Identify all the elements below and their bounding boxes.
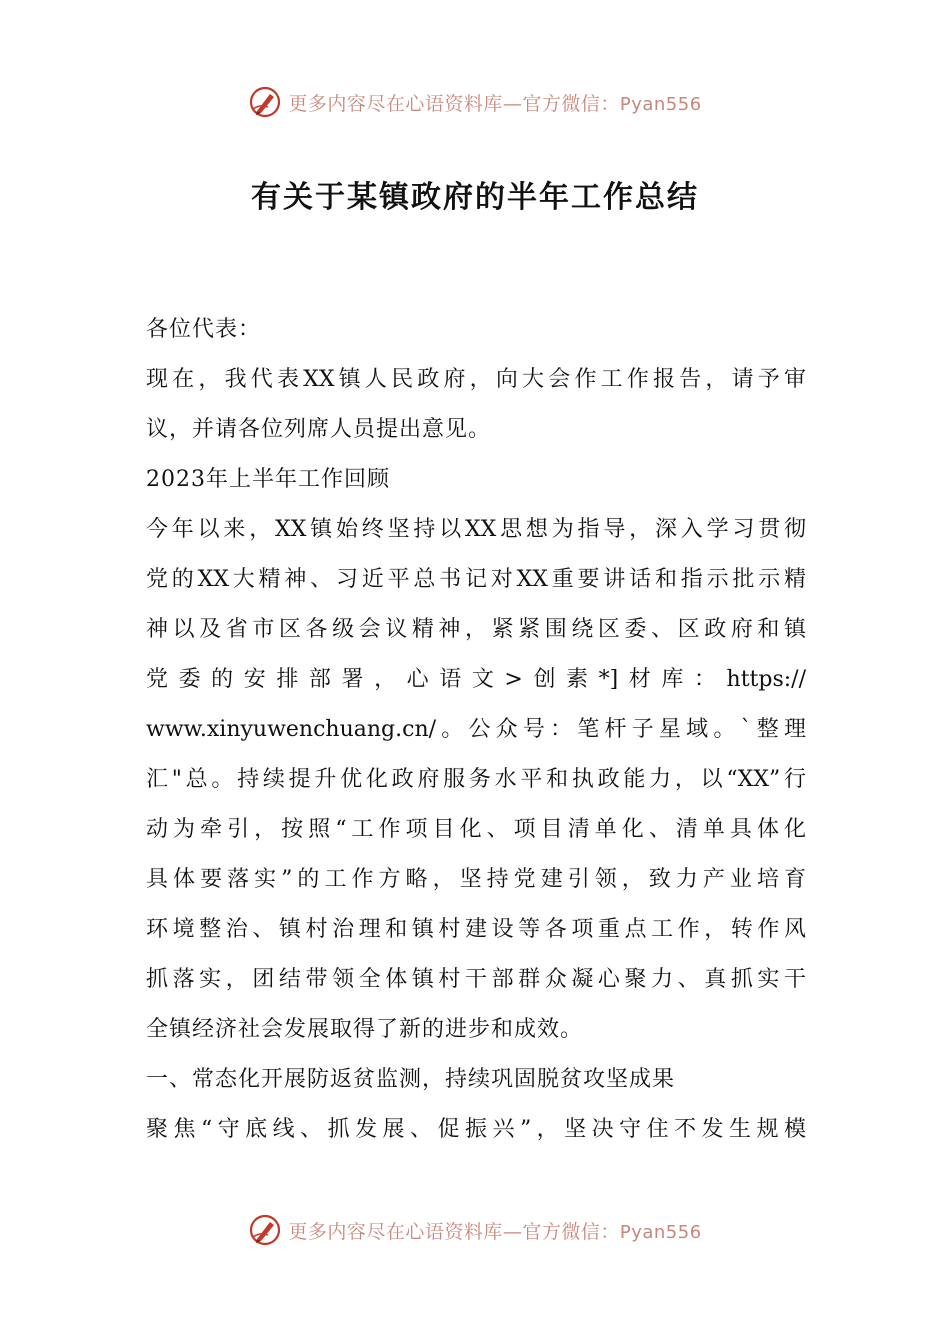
paragraph-line: 全镇经济社会发展取得了新的进步和成效。 bbox=[146, 1017, 584, 1042]
watermark-text bbox=[288, 1217, 701, 1244]
paragraph-line: 动为牵引，按照“工作项目化、项目清单化、清单具体化 bbox=[146, 817, 806, 842]
pen-in-circle-logo-icon bbox=[248, 1213, 282, 1247]
watermark-text bbox=[288, 89, 701, 116]
paragraph-line: 汇"总。持续提升优化政府服务水平和执政能力，以“XX”行 bbox=[146, 767, 806, 792]
paragraph-line: 2023年上半年工作回顾 bbox=[146, 467, 390, 492]
paragraph-line: 党的XX大精神、习近平总书记对XX重要讲话和指示批示精 bbox=[146, 567, 806, 592]
watermark-label: 更多内容尽在心语资料库—官方微信： bbox=[288, 1220, 620, 1243]
document-body bbox=[146, 305, 806, 1155]
paragraph-line: 一、常态化开展防返贫监测，持续巩固脱贫攻坚成果 bbox=[146, 1067, 676, 1092]
paragraph-line: 环境整治、镇村治理和镇村建设等各项重点工作，转作风 bbox=[146, 917, 806, 942]
paragraph-line: 现在，我代表XX镇人民政府，向大会作工作报告，请予审 bbox=[146, 367, 806, 392]
paragraph-line: 今年以来，XX镇始终坚持以XX思想为指导，深入学习贯彻 bbox=[146, 517, 806, 542]
header-watermark bbox=[0, 82, 950, 122]
footer-watermark bbox=[0, 1210, 950, 1250]
pen-in-circle-logo-icon bbox=[248, 85, 282, 119]
paragraph-line: 神以及省市区各级会议精神，紧紧围绕区委、区政府和镇 bbox=[146, 617, 806, 642]
watermark-wechat-id: Pyan556 bbox=[619, 93, 702, 115]
paragraph-line: 抓落实，团结带领全体镇村干部群众凝心聚力、真抓实干 bbox=[146, 967, 806, 992]
watermark-label: 更多内容尽在心语资料库—官方微信： bbox=[288, 92, 620, 115]
document-title: 有关于某镇政府的半年工作总结 bbox=[251, 180, 699, 215]
paragraph-line: 议，并请各位列席人员提出意见。 bbox=[146, 417, 492, 442]
paragraph-line: 具体要落实”的工作方略，坚持党建引领，致力产业培育 bbox=[146, 867, 806, 892]
paragraph-line: 聚焦“守底线、抓发展、促振兴”，坚决守住不发生规模 bbox=[146, 1117, 806, 1142]
paragraph-line: www.xinyuwenchuang.cn/。公众号：笔杆子星域。`整理 bbox=[146, 717, 806, 742]
paragraph-line: 党委的安排部署，心语文>创素*]材库：https:// bbox=[146, 667, 806, 692]
watermark-wechat-id: Pyan556 bbox=[619, 1221, 702, 1243]
paragraph-line: 各位代表： bbox=[146, 317, 262, 342]
